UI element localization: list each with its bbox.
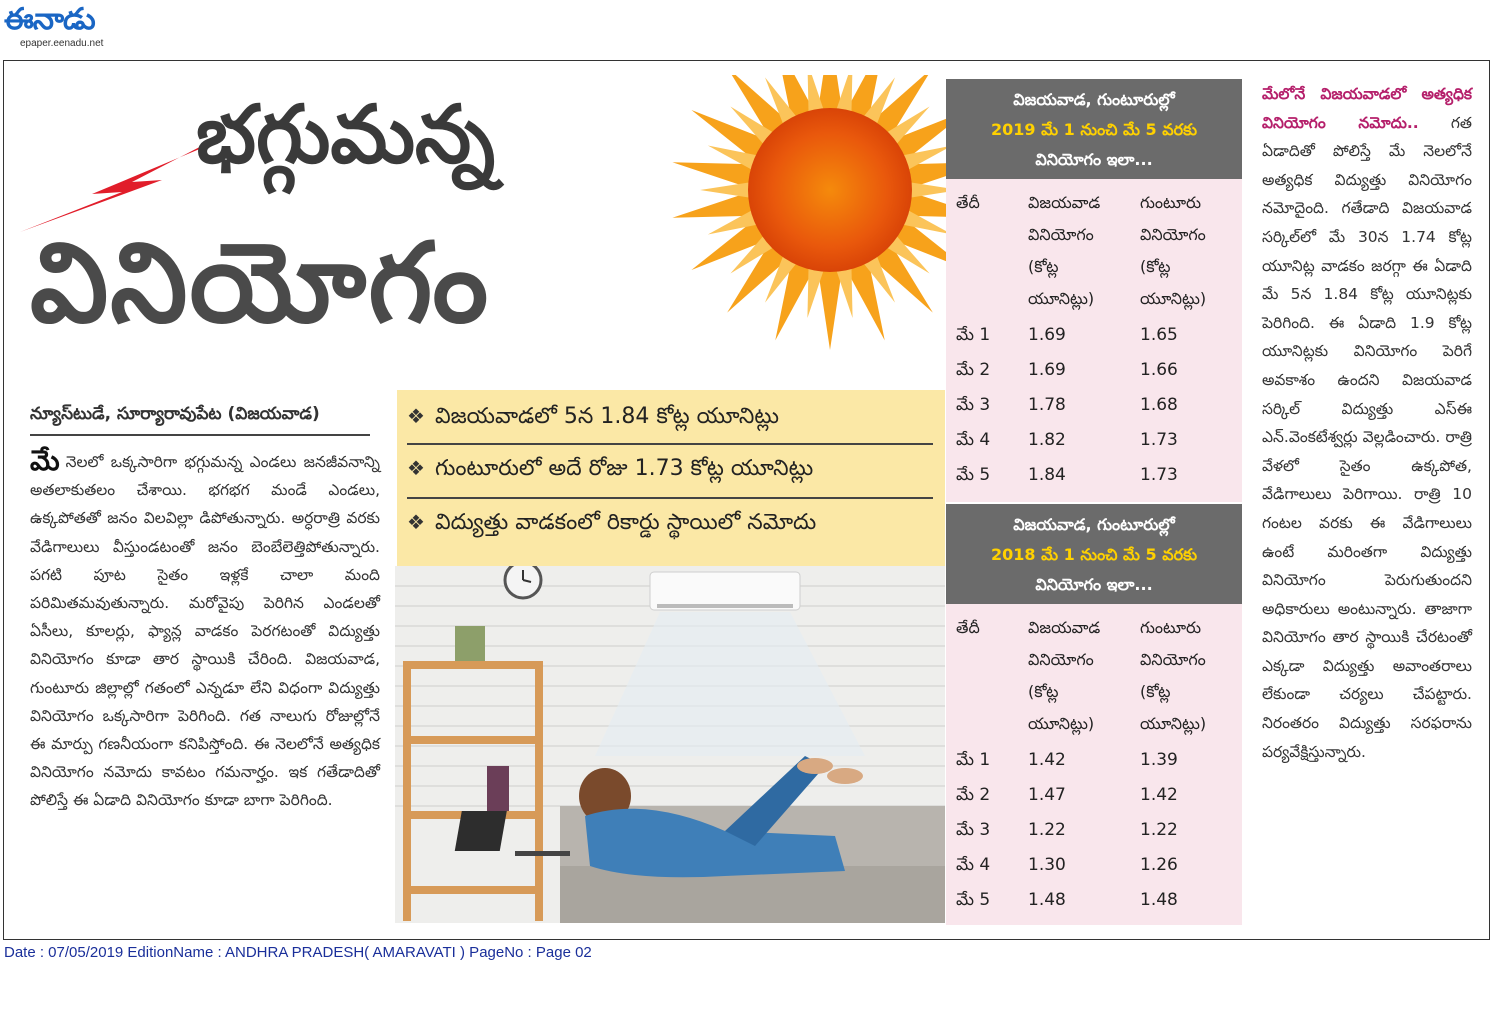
- table-header: [946, 79, 1242, 179]
- highlight-divider: [407, 497, 933, 499]
- dropcap: మే: [30, 444, 60, 477]
- table-row: మే 2 1.47 1.42: [956, 785, 1178, 805]
- table-row: మే 1 1.69 1.65: [956, 325, 1178, 345]
- article-photo: [395, 566, 945, 923]
- sidebar-text: గత ఏడాదితో పోలిస్తే మే నెలలోనే అత్యధిక విద్యుత్తు వినియోగం నమోదైంది. గతేడాది విజయవాడ సర్కిల్‌లో మే 30న 1.74 కోట్ల యూనిట్ల వాడకం జరగ్గా ఈ ఏడాది మే 5న 1.84 కోట్ల యూనిట్లకు పెరిగింది. ఈ ఏడాది 1.9 కోట్ల యూనిట్లకు వినియోగం పెరిగే అవకాశం ఉందని విజయవాడ సర్కిల్ విద్యుత్తు ఎస్‌ఈ ఎన్.వెంకటేశ్వర్లు వెల్లడించారు. రాత్రి వేళలో సైతం ఉక్కపోత, వేడిగాలులు పెరిగాయి. రాత్రి 10 గంటల వరకు ఈ వేడిగాలులు ఉంటే మరింతగా విద్యుత్తు వినియోగం పెరుగుతుందని అధికారులు అంటున్నారు. తాజాగా వినియోగం తార స్థాయికి చేరటంతో ఎక్కడా విద్యుత్తు అవాంతరాలు లేకుండా చర్యలు చేపట్టారు. నిరంతరం విద్యుత్తు సరఫరాను పర్యవేక్షిస్తున్నారు.: [1262, 113, 1472, 761]
- highlight-item: [407, 456, 813, 486]
- highlight-item: [407, 510, 816, 540]
- byline: న్యూస్‌టుడే, సూర్యారావుపేట (విజయవాడ): [30, 404, 370, 436]
- col-header-vijayawada: విజయవాడ వినియోగం (కోట్ల యూనిట్లు): [1028, 193, 1101, 308]
- highlight-text: విజయవాడలో 5న 1.84 కోట్ల యూనిట్లు: [434, 404, 779, 429]
- col-header-guntur: గుంటూరు వినియోగం (కోట్ల యూనిట్లు): [1140, 618, 1207, 733]
- table-row: మే 4 1.30 1.26: [956, 855, 1178, 875]
- col-header-date: తేదీ: [956, 193, 980, 212]
- col-header-guntur: గుంటూరు వినియోగం (కోట్ల యూనిట్లు): [1140, 193, 1207, 308]
- sidebar-article: [1262, 80, 1472, 766]
- table-title: విజయవాడ, గుంటూరుల్లో: [1013, 90, 1175, 109]
- table-row: మే 2 1.69 1.66: [956, 360, 1178, 380]
- logo-url: epaper.eenadu.net: [20, 38, 104, 49]
- article-body: [30, 444, 380, 815]
- edition-footer: Date : 07/05/2019 EditionName : ANDHRA PRADESH( AMARAVATI ) PageNo : Page 02: [4, 944, 592, 961]
- table-body: [946, 744, 1242, 919]
- table-subtitle: 2018 మే 1 నుంచి మే 5 వరకు: [991, 545, 1197, 564]
- table-row: మే 5 1.84 1.73: [956, 465, 1178, 485]
- diamond-bullet-icon: ❖: [407, 404, 425, 428]
- highlight-text: విద్యుత్తు వాడకంలో రికార్డు స్థాయిలో నమోదు: [434, 510, 817, 535]
- table-row: మే 3 1.22 1.22: [956, 820, 1178, 840]
- headline-line-1: భగ్గుమన్న: [196, 88, 495, 181]
- table-header: [946, 504, 1242, 604]
- highlight-item: [407, 404, 779, 434]
- col-header-date: తేదీ: [956, 618, 980, 637]
- table-body: [946, 319, 1242, 494]
- table-row: మే 5 1.48 1.48: [956, 890, 1178, 910]
- col-header-vijayawada: విజయవాడ వినియోగం (కోట్ల యూనిట్లు): [1028, 618, 1101, 733]
- headline-line-2: వినియోగం: [30, 219, 491, 347]
- body-text: నెలలో ఒక్కసారిగా భగ్గుమన్న ఎండలు జనజీవనాన్ని అతలాకుతలం చేశాయి. భగభగ మండే ఎండలు, ఉక్కపోతతో జనం విలవిల్లా డిపోతున్నారు. అర్ధరాత్రి వరకు వేడిగాలులు వీస్తుండటంతో జనం బెంబేలెత్తిపోతున్నారు. పగటి పూట సైతం ఇళ్లకే చాలా మంది పరిమితమవుతున్నారు. మరోవైపు పెరిగిన ఎండలతో ఏసీలు, కూలర్లు, ఫ్యాన్ల వాడకం పెరగటంతో విద్యుత్తు వినియోగం కూడా తార స్థాయికి చేరింది. విజయవాడ, గుంటూరు జిల్లాల్లో గతంలో ఎన్నడూ లేని విధంగా విద్యుత్తు వినియోగం ఒక్కసారిగా పెరిగింది. గత నాలుగు రోజుల్లోనే ఈ మార్పు గణనీయంగా కనిపిస్తోంది. ఈ నెలలోనే అత్యధిక వినియోగం నమోదు కావటం గమనార్హం. ఇక గతేడాదితో పోలిస్తే ఈ ఏడాది వినియోగం కూడా బాగా పెరిగింది.: [30, 453, 380, 810]
- eenadu-logo[interactable]: [4, 2, 144, 52]
- sun-icon: [590, 75, 950, 395]
- diamond-bullet-icon: ❖: [407, 456, 425, 480]
- highlight-divider: [407, 443, 933, 445]
- logo-wordmark: ఈనాడు: [4, 2, 95, 37]
- highlights-box: [397, 390, 945, 566]
- table-caption: వినియోగం ఇలా...: [1035, 575, 1153, 594]
- table-column-headers: [946, 604, 1242, 744]
- table-title: విజయవాడ, గుంటూరుల్లో: [1013, 515, 1175, 534]
- table-column-headers: [946, 179, 1242, 319]
- table-row: మే 4 1.82 1.73: [956, 430, 1178, 450]
- usage-table-2019: [946, 79, 1242, 502]
- sidebar-headline: మేలోనే విజయవాడలో అత్యధిక వినియోగం నమోదు..: [1262, 85, 1472, 132]
- diamond-bullet-icon: ❖: [407, 510, 425, 534]
- table-subtitle: 2019 మే 1 నుంచి మే 5 వరకు: [991, 120, 1197, 139]
- highlight-text: గుంటూరులో అదే రోజు 1.73 కోట్ల యూనిట్లు: [434, 456, 814, 481]
- table-row: మే 1 1.42 1.39: [956, 750, 1178, 770]
- table-caption: వినియోగం ఇలా...: [1035, 150, 1153, 169]
- table-row: మే 3 1.78 1.68: [956, 395, 1178, 415]
- usage-table-2018: [946, 504, 1242, 925]
